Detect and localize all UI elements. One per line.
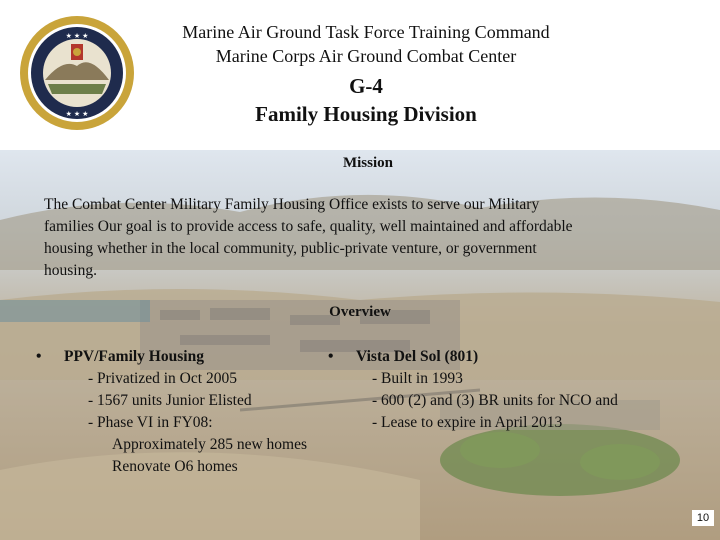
ppv-heading-label: PPV/Family Housing <box>64 348 204 365</box>
header-line-command: Marine Air Ground Task Force Training Command <box>182 22 550 42</box>
list-item: - Phase VI in FY08: <box>88 414 213 431</box>
page-title: Family Housing Division <box>255 102 477 126</box>
mission-line: families Our goal is to provide access to safe, quality, well maintained and affordable <box>44 218 573 235</box>
vista-del-sol-list <box>328 346 708 434</box>
ppv-heading <box>36 346 356 368</box>
page-number: 10 <box>692 510 714 526</box>
list-item: - Privatized in Oct 2005 <box>88 370 237 387</box>
list-subitem: Approximately 285 new homes <box>112 436 308 453</box>
mission-line: The Combat Center Military Family Housing Office exists to serve our Military <box>44 196 540 213</box>
header-line-g4: G-4 <box>349 74 383 98</box>
list-subitem: Renovate O6 homes <box>112 458 238 475</box>
bullet-icon: • <box>36 348 42 365</box>
list-item: - Lease to expire in April 2013 <box>372 414 563 431</box>
svg-text:★ ★ ★: ★ ★ ★ <box>65 111 89 118</box>
slide-header <box>0 0 720 150</box>
bullet-icon: • <box>328 348 334 365</box>
vista-heading-label: Vista Del Sol (801) <box>356 348 479 365</box>
svg-text:★ ★ ★: ★ ★ ★ <box>65 33 89 40</box>
mission-line: housing whether in the local community, public-private venture, or government <box>44 240 537 257</box>
list-item: - Built in 1993 <box>372 370 463 387</box>
mission-line: housing. <box>44 262 97 279</box>
ppv-housing-list <box>36 346 356 478</box>
list-item: - 600 (2) and (3) BR units for NCO and <box>372 392 618 409</box>
header-line-center: Marine Corps Air Ground Combat Center <box>215 46 517 66</box>
list-item: - 1567 units Junior Elisted <box>88 392 252 409</box>
overview-heading: Overview <box>329 304 391 320</box>
mission-statement <box>44 194 684 282</box>
mission-heading: Mission <box>342 155 393 171</box>
vista-heading <box>328 346 708 368</box>
